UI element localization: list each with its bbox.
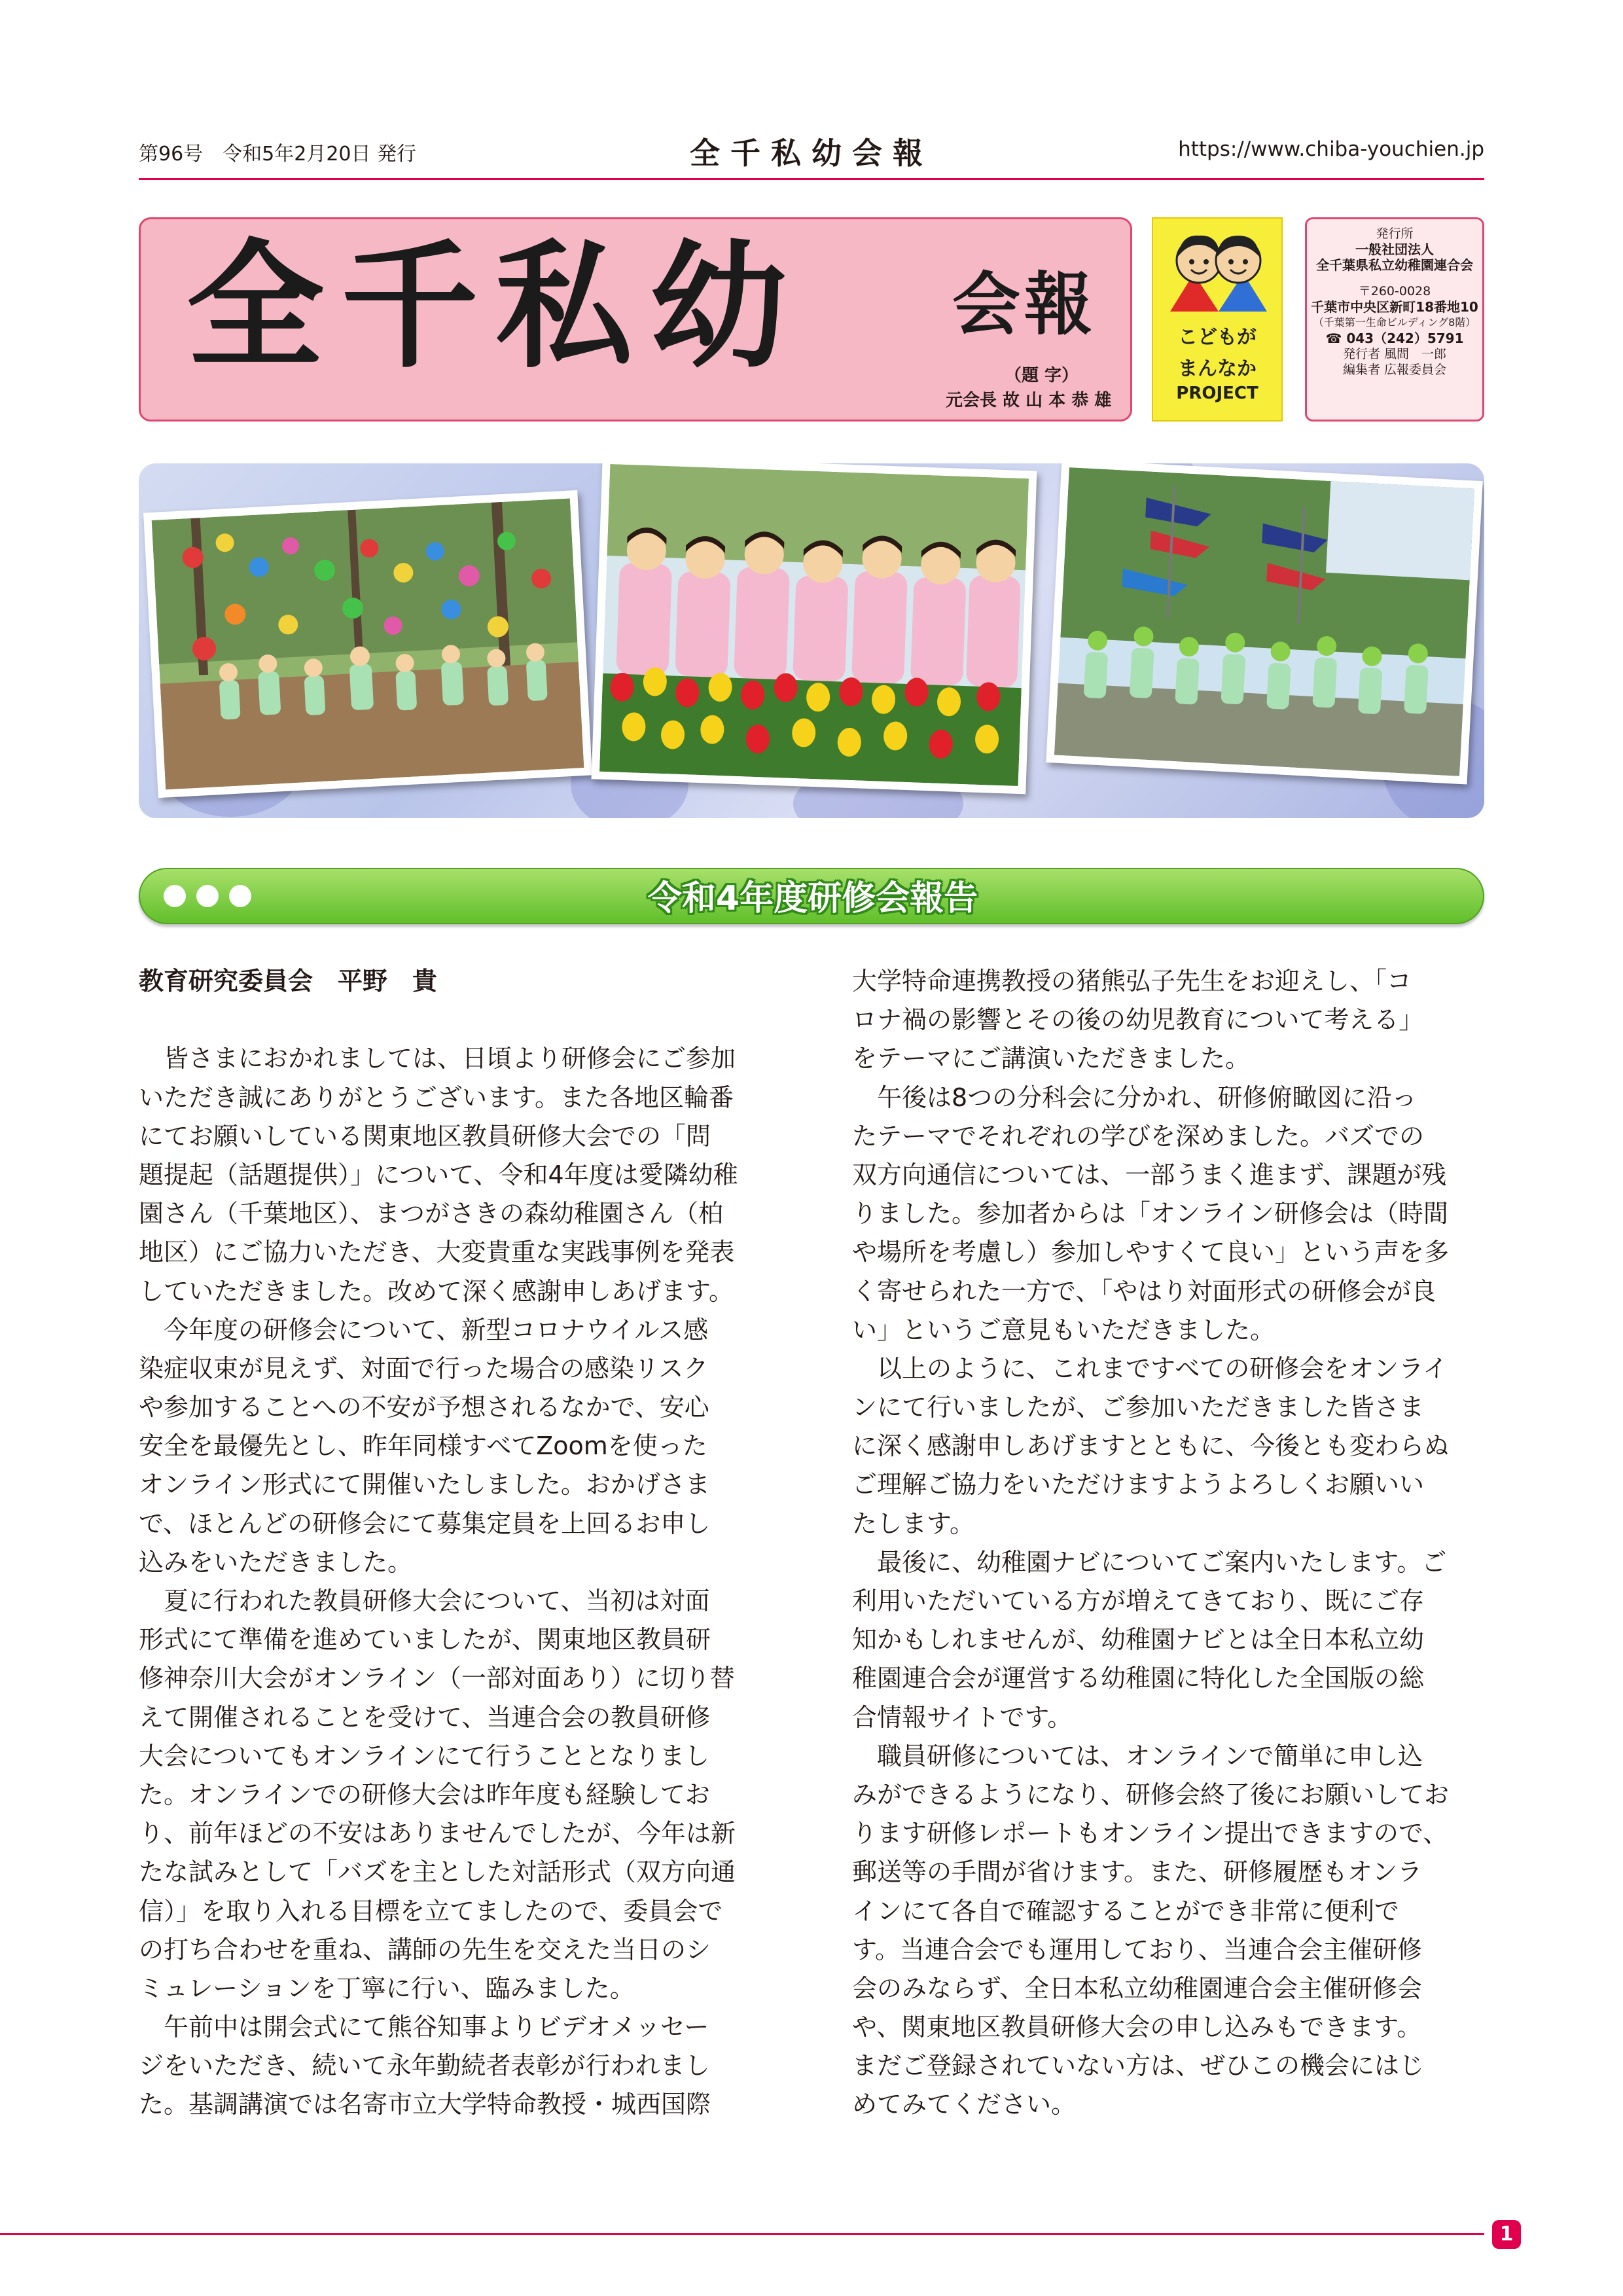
masthead-subtitle: 会報 (952, 264, 1097, 344)
photo-band (139, 463, 1484, 818)
masthead (139, 217, 1132, 422)
publisher-line: （千葉第一生命ビルディング8階） (1313, 316, 1476, 329)
article-text-line: 以上のように、これまですべての研修会をオンライ (852, 1354, 1448, 1383)
article-text-line: や場所を考慮し）参加しやすくて良い」という声を多 (852, 1238, 1450, 1267)
article-text-line: たテーマでそれぞれの学びを深めました。バズでの (852, 1121, 1425, 1151)
publisher-line: 一般社団法人 (1355, 242, 1434, 257)
photo-balloons (143, 490, 592, 798)
article-text-line: いただき誠にありがとうございます。また各地区輪番 (139, 1083, 734, 1112)
section-banner (139, 868, 1484, 924)
publisher-line: 発行者 風間 一郎 (1342, 347, 1447, 361)
article-text-line: をテーマにご講演いただきました。 (852, 1044, 1251, 1073)
photo-tulips (592, 463, 1037, 794)
article-text-line: していただきました。改めて深く感謝申しあげます。 (139, 1276, 734, 1306)
article-text-line: 信）」を取り入れる目標を立てましたので、委員会で (139, 1896, 723, 1926)
article-text-line: の打ち合わせを重ね、講師の先生を交えた当日のシ (139, 1935, 711, 1964)
publisher-line: 全千葉県私立幼稚園連合会 (1316, 257, 1473, 273)
article-text-line: 知かもしれませんが、幼稚園ナビとは全日本私立幼 (852, 1625, 1425, 1655)
article-column-left (139, 962, 787, 2125)
publisher-line: 千葉市中央区新町18番地10 (1311, 299, 1478, 315)
publisher-phone: ☎ 043（242）5791 (1325, 331, 1464, 346)
logo-line: まんなか (1178, 357, 1257, 380)
publisher-line: 編集者 広報委員会 (1342, 363, 1447, 377)
section-title: 令和4年度研修会報告 (647, 879, 978, 918)
page-number: 1 (1492, 2220, 1521, 2249)
kodomo-mannaka-logo (1152, 217, 1283, 422)
calligraphy-note: （題 字） (1005, 366, 1079, 386)
article-text-line: ご理解ご協力をいただけますようよろしくお願いい (852, 1470, 1425, 1499)
publisher-line: 発行所 (1376, 226, 1414, 241)
article-text-line: インにて各自で確認することができ非常に便利で (852, 1896, 1400, 1926)
photo-koinobori (1046, 463, 1482, 785)
logo-line: こどもが (1178, 326, 1257, 349)
article-text-line: 会のみならず、全日本私立幼稚園連合会主催研修会 (852, 1973, 1422, 2003)
article-text-line: や、関東地区教員研修大会の申し込みもできます。 (852, 2013, 1422, 2042)
article-text-line: 皆さまにおかれましては、日頃より研修会にご参加 (139, 1044, 736, 1073)
article-text-line: たします。 (852, 1509, 974, 1538)
article-text-line: 郵送等の手間が省けます。また、研修履歴もオンラ (852, 1857, 1422, 1887)
article-text-line: 合情報サイトです。 (852, 1702, 1073, 1732)
article-text-line: 形式にて準備を進めていましたが、関東地区教員研 (139, 1625, 711, 1655)
article-text-line: たな試みとして「バズを主とした対話形式（双方向通 (139, 1857, 736, 1887)
article-text-line: や参加することへの不安が予想されるなかで、安心 (139, 1393, 709, 1422)
article-text-line: す。当連合会でも運用しており、当連合会主催研修 (852, 1935, 1422, 1964)
masthead-title: 全千私幼 (187, 225, 805, 387)
tulips-photo-image (599, 464, 1029, 786)
article-text-line: めてみてください。 (852, 2090, 1077, 2119)
koinobori-photo-image (1054, 467, 1474, 776)
article-text-line: た。基調講演では名寄市立大学特命教授・城西国際 (139, 2090, 711, 2119)
article-text-line: 園さん（千葉地区）、まつがさきの森幼稚園さん（柏 (139, 1199, 724, 1229)
article-text-line: 今年度の研修会について、新型コロナウイルス感 (139, 1315, 709, 1344)
article-text-line: りました。参加者からは「オンライン研修会は（時間 (852, 1199, 1448, 1229)
article-text-line: 職員研修については、オンラインで簡単に申し込 (852, 1741, 1423, 1770)
header-divider (139, 178, 1484, 180)
article-text-line: く寄せられた一方で、「やはり対面形式の研修会が良 (852, 1276, 1436, 1306)
article-text-line (139, 1001, 787, 1039)
article-text-line: ンにて行いましたが、ご参加いただきました皆さま (852, 1393, 1425, 1422)
balloons-photo-image (152, 499, 584, 790)
article-text-line: ジをいただき、続いて永年勤続者表彰が行われまし (139, 2051, 710, 2081)
article-text-line: 午後は8つの分科会に分かれ、研修俯瞰図に沿っ (852, 1083, 1417, 1112)
article-text-line: に深く感謝申しあげますとともに、今後とも変わらぬ (852, 1431, 1450, 1461)
article-text-line: 大学特命連携教授の猪熊弘子先生をお迎えし、「コ (852, 967, 1412, 996)
article-text-line: 題提起（話題提供）」について、令和4年度は愛隣幼稚 (139, 1160, 738, 1189)
article-text-line: ります研修レポートもオンライン提出できますので、 (852, 1819, 1448, 1848)
article-text-line: えて開催されることを受けて、当連合会の教員研修 (139, 1702, 711, 1732)
article-column-right (852, 962, 1500, 2125)
article-text-line: 安全を最優先とし、昨年同様すべてZoomを使った (139, 1431, 707, 1461)
publisher-info (1305, 217, 1484, 422)
two-children-faces-icon (1168, 228, 1270, 313)
article-text-line: 込みをいただきました。 (139, 1547, 413, 1577)
article-author: 教育研究委員会 平野 貴 (139, 967, 438, 996)
article-text-line: オンライン形式にて開催いたしました。おかげさま (139, 1470, 710, 1499)
footer-divider (0, 2233, 1484, 2235)
article-text-line: 地区）にご協力いただき、大変貴重な実践事例を発表 (139, 1238, 735, 1267)
article-text-line: 染症収束が見えず、対面で行った場合の感染リスク (139, 1354, 709, 1383)
article-text-line: 利用いただいている方が増えてきており、既にご存 (852, 1587, 1425, 1615)
article-text-line: にてお願いしている関東地区教員研修大会での「問 (139, 1121, 711, 1151)
article-text-line: 午前中は開会式にて熊谷知事よりビデオメッセー (139, 2013, 709, 2042)
article-text-line: みができるようになり、研修会終了後にお願いしてお (852, 1780, 1450, 1809)
website-link[interactable]: https://www.chiba-youchien.jp (1178, 137, 1484, 161)
article-text-line: まだご登録されていない方は、ぜひこの機会にはじ (852, 2051, 1425, 2081)
issue-date: 第96号 令和5年2月20日 発行 (139, 143, 417, 166)
article-text-line: ロナ禍の影響とその後の幼児教育について考える」 (852, 1005, 1424, 1035)
article-text-line: 夏に行われた教員研修大会について、当初は対面 (139, 1587, 710, 1615)
publisher-line: 〒260-0028 (1358, 284, 1431, 298)
article-text-line: ミュレーションを丁寧に行い、臨みました。 (139, 1973, 635, 2003)
logo-line: PROJECT (1176, 384, 1258, 403)
article-text-line: 最後に、幼稚園ナビについてご案内いたします。ご (852, 1547, 1447, 1577)
article-text-line: り、前年ほどの不安はありませんでしたが、今年は新 (139, 1819, 736, 1848)
article-text-line: 双方向通信については、一部うまく進まず、課題が残 (852, 1160, 1447, 1189)
header-title: 全千私幼会報 (690, 135, 933, 171)
article-text-line: 修神奈川大会がオンライン（一部対面あり）に切り替 (139, 1664, 735, 1693)
article-text-line: た。オンラインでの研修大会は昨年度も経験してお (139, 1780, 710, 1809)
article-text-line: 大会についてもオンラインにて行うこととなりまし (139, 1741, 710, 1770)
article-text-line: い」というご意見もいただきました。 (852, 1315, 1275, 1344)
article-text-line: 稚園連合会が運営する幼稚園に特化した全国版の総 (852, 1664, 1425, 1693)
article-text-line: で、ほとんどの研修会にて募集定員を上回るお申し (139, 1509, 711, 1538)
calligrapher-credit: 元会長 故 山 本 恭 雄 (946, 391, 1112, 410)
